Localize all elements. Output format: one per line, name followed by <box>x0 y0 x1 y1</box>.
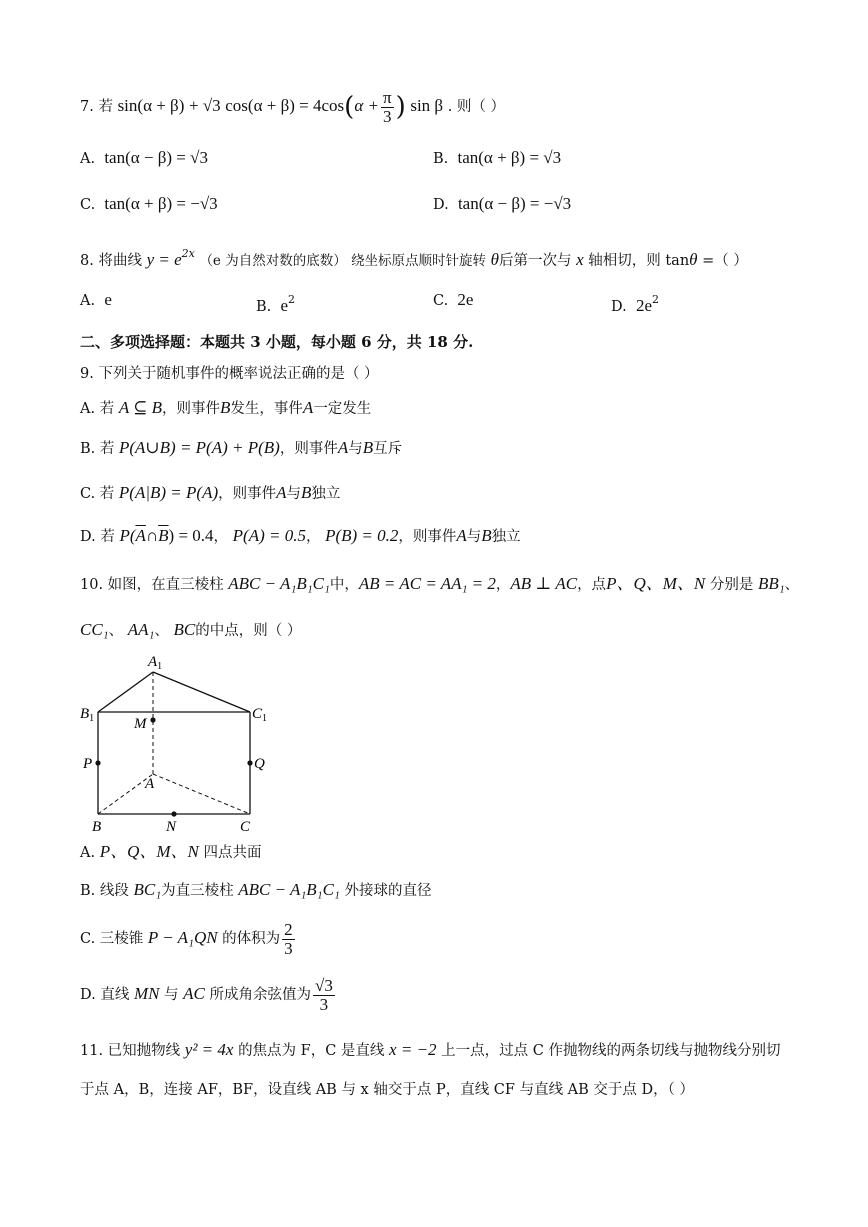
q9-option-c-label: C. <box>80 486 96 502</box>
point-p <box>95 760 100 765</box>
q10-option-b-label: B. <box>80 883 96 899</box>
q10-d-fraction: $\frac{√3}{3}$ <box>315 975 333 1014</box>
q7-sin-part: sin(α + β) <box>117 96 185 115</box>
q7-option-d <box>433 194 571 215</box>
q7-cos-part: cos(α + β) = 4cos <box>225 96 345 115</box>
q8-option-d-base: 2e <box>635 296 652 315</box>
q9-option-d-math: $P(\overline{A}\cap\overline{B}) = 0.4$ <box>119 526 214 545</box>
label-a1: $A_1$ <box>148 654 163 672</box>
q8-option-c-text: 2e <box>457 290 474 309</box>
q8-stem-2: （e 为自然对数的底数） 绕坐标原点顺时针旋转 <box>199 253 487 269</box>
q11-stem: 11. 已知抛物线 y² = 4x 的焦点为 F，C 是直线 x = −2 上一点，过点 C 作抛物线的两条切线与抛物线分别切 <box>80 1040 781 1059</box>
edge-a-c <box>153 774 250 814</box>
q9-option-d: D. 若 $P(\overline{A}\cap\overline{B}) = 0.4$， P(A) = 0.5， P(B) = 0.2，则事件A与B独立 <box>80 526 521 545</box>
label-b: B <box>92 819 102 835</box>
q10-bb1: BB₁ <box>757 574 785 593</box>
q7-sin-beta: sin β <box>410 96 444 115</box>
q8-stem-4: 轴相切，则 tan <box>588 253 690 269</box>
q7-stem: 7. 若 sin(α + β) + √3 cos(α + β) = 4cos(α + $\frac{\pi}{3}$ ) sin β . 则（ ） <box>80 87 506 126</box>
q10-eq1: AB = AC = AA₁ = 2 <box>358 574 496 593</box>
q9-option-a-label: A. <box>80 401 96 417</box>
label-m: M <box>134 716 147 732</box>
q9-option-b-math: P(A∪B) = P(A) + P(B) <box>118 438 280 457</box>
q10-option-c-label: C. <box>80 931 96 947</box>
q8-stem-3: 后第一次与 <box>498 253 572 269</box>
q11-parabola: y² = 4x <box>184 1040 234 1059</box>
q8-stem-5: =（ ） <box>702 253 748 269</box>
q8-exp: 2x <box>181 247 195 260</box>
q10-stem: 10. 如图，在直三棱柱 ABC − A₁B₁C₁中，AB = AC = AA₁ = 2，AB ⊥ AC，点P、Q、M、N 分别是 BB₁、 <box>80 574 800 593</box>
q10-stem-line2: CC₁、 AA₁、 BC的中点，则（ ） <box>80 620 302 639</box>
q8-option-a-label: A. <box>80 293 96 309</box>
prism-figure <box>78 650 278 836</box>
point-q <box>247 760 252 765</box>
q7-option-c <box>80 194 218 215</box>
q7-option-c-label: C. <box>80 197 96 213</box>
q11-line: x = −2 <box>389 1040 437 1059</box>
q9-option-d-label: D. <box>80 529 96 545</box>
q11-stem-line2: 于点 A，B，连接 AF，BF，设直线 AB 与 x 轴交于点 P，直线 CF 与直线 AB 交于点 D，（ ） <box>80 1082 695 1098</box>
q7-three: 3 <box>383 106 392 126</box>
q8-option-b-base: e <box>280 296 289 315</box>
q7-option-d-label: D. <box>433 197 449 213</box>
edge-a1-c1 <box>153 672 250 712</box>
q8-option-c <box>433 290 473 311</box>
q10-option-d-label: D. <box>80 987 96 1003</box>
q7-option-a <box>80 148 208 169</box>
q8-option-d-exp: 2 <box>651 293 659 306</box>
point-m <box>150 717 155 722</box>
q7-pi: π <box>382 87 392 107</box>
q9-option-c: C. 若 P(A|B) = P(A)，则事件A与B独立 <box>80 483 341 502</box>
label-b1: $B_1$ <box>80 706 95 724</box>
q10-option-c: C. 三棱锥 P − A₁QN 的体积为 $\frac{2}{3}$ <box>80 919 293 958</box>
q7-alpha-plus: α + <box>354 96 379 115</box>
q8-option-b <box>256 290 295 317</box>
label-p: P <box>83 756 93 772</box>
q7-option-a-label: A. <box>80 151 96 167</box>
q7-option-b <box>433 148 561 169</box>
point-n <box>171 811 176 816</box>
q10-option-a-label: A. <box>80 845 96 861</box>
q8-stem <box>80 244 748 271</box>
q8-option-a-text: e <box>104 290 112 309</box>
q10-option-b: B. 线段 BC₁为直三棱柱 ABC − A₁B₁C₁ 外接球的直径 <box>80 880 432 899</box>
q9-option-c-math: P(A|B) = P(A) <box>118 483 219 502</box>
label-a: A <box>145 776 155 792</box>
q8-theta-2: θ <box>689 250 698 269</box>
q8-option-d <box>611 290 659 317</box>
q7-option-b-label: B. <box>433 151 449 167</box>
label-c: C <box>240 819 251 835</box>
q9-option-b: B. 若 P(A∪B) = P(A) + P(B)，则事件A与B互斥 <box>80 438 403 457</box>
q10-c-fraction: $\frac{2}{3}$ <box>284 919 293 958</box>
q9-option-d-pa: P(A) = 0.5 <box>232 526 306 545</box>
q7-ending: . 则（ ） <box>447 99 506 115</box>
q9-option-a-math: A ⊆ B <box>118 398 163 417</box>
q10-perp: AB ⊥ AC <box>510 574 578 593</box>
q7-plus-sqrt3: + √3 <box>188 96 221 115</box>
label-q: Q <box>254 756 265 772</box>
q9-option-b-label: B. <box>80 441 96 457</box>
q8-y-eq: y = e <box>146 250 182 269</box>
q10-option-d: D. 直线 MN 与 AC 所成角余弦值为 $\frac{√3}{3}$ <box>80 975 333 1014</box>
label-n: N <box>166 819 177 835</box>
q9-stem-text: 下列关于随机事件的概率说法正确的是（ ） <box>98 366 379 382</box>
q8-x: x <box>576 250 584 269</box>
q8-stem-1: 将曲线 <box>98 253 142 269</box>
q8-option-a <box>80 290 112 311</box>
q7-option-b-text: tan(α + β) = √3 <box>457 148 562 167</box>
q8-theta: θ <box>490 250 499 269</box>
q10-prism: ABC − A₁B₁C₁ <box>228 574 330 593</box>
q9-option-d-pb: P(B) = 0.2 <box>325 526 399 545</box>
q8-option-d-label: D. <box>611 299 627 315</box>
q7-option-a-text: tan(α − β) = √3 <box>104 148 208 167</box>
q8-option-b-exp: 2 <box>288 293 296 306</box>
q8-option-b-label: B. <box>256 299 272 315</box>
label-c1: $C_1$ <box>252 706 268 724</box>
q9-number: 9. <box>80 366 94 382</box>
q8-number: 8. <box>80 253 94 269</box>
q10-option-a: A. P、Q、M、N 四点共面 <box>80 842 262 861</box>
q7-pi-over-3 <box>381 89 394 126</box>
q8-option-c-label: C. <box>433 293 449 309</box>
q7-intro: 若 <box>98 99 113 115</box>
q7-number: 7. <box>80 99 94 115</box>
q11-number: 11. <box>80 1043 104 1059</box>
q10-number: 10. <box>80 577 104 593</box>
q9-stem <box>80 364 379 384</box>
edge-b1-a1 <box>98 672 153 712</box>
section-2-heading: 二、多项选择题：本题共 3 小题，每小题 6 分，共 18 分. <box>80 333 474 351</box>
q10-points: P、Q、M、N <box>606 574 706 593</box>
q7-option-c-text: tan(α + β) = −√3 <box>104 194 218 213</box>
q7-option-d-text: tan(α − β) = −√3 <box>457 194 572 213</box>
q9-option-a: A. 若 A ⊆ B，则事件B发生，事件A一定发生 <box>80 398 372 417</box>
